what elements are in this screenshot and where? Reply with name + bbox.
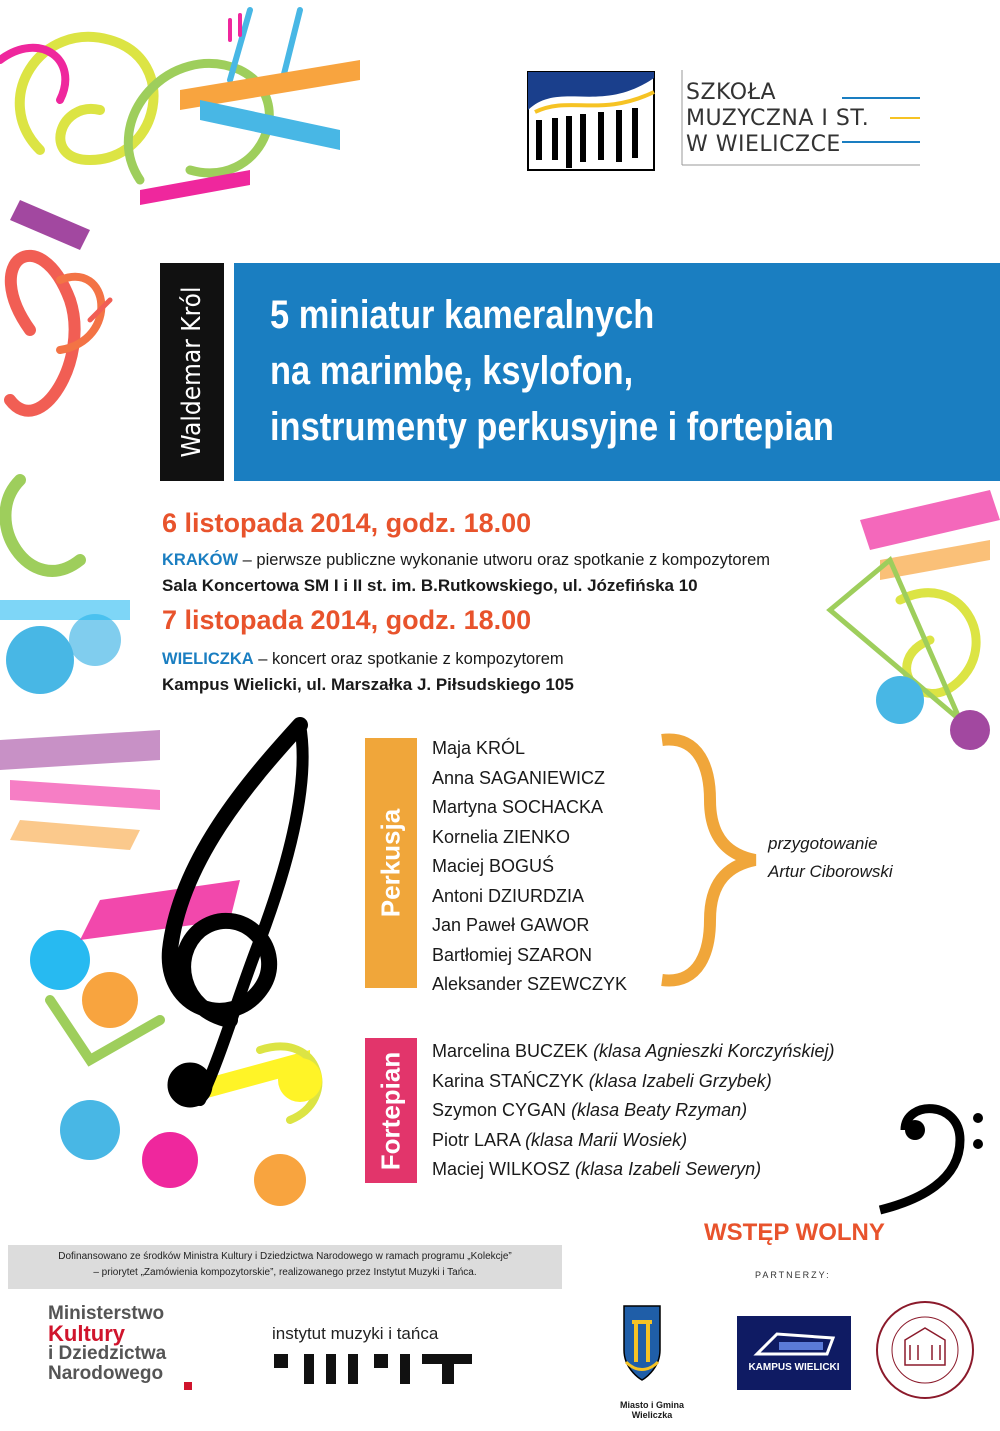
event2-date: 7 listopada 2014, godz. 18.00 bbox=[162, 605, 532, 635]
funding-note bbox=[8, 1245, 562, 1289]
title-line3: instrumenty perkusyjne i fortepian bbox=[270, 405, 834, 449]
event1-location bbox=[162, 551, 770, 570]
prepared-label: przygotowanie bbox=[768, 834, 878, 853]
list-item: Aleksander SZEWCZYK bbox=[432, 974, 628, 994]
prepared-by: Artur Ciborowski bbox=[768, 862, 893, 881]
list-item: Maciej BOGUŚ bbox=[432, 856, 555, 876]
ministry-dot-icon bbox=[184, 1382, 192, 1390]
list-item bbox=[432, 1126, 834, 1156]
wieliczka-caption bbox=[612, 1400, 692, 1420]
bass-clef-icon bbox=[880, 1109, 983, 1210]
performer-name: Piotr LARA bbox=[432, 1129, 521, 1150]
ministry-line1: Ministerstwo bbox=[48, 1303, 165, 1324]
list-item: Martyna SOCHACKA bbox=[432, 797, 604, 817]
list-item bbox=[432, 1155, 834, 1185]
free-entry: WSTĘP WOLNY bbox=[704, 1219, 885, 1246]
list-item: Maja KRÓL bbox=[432, 738, 526, 758]
treble-swirl-yellow bbox=[20, 37, 154, 160]
ministry-logo bbox=[48, 1304, 166, 1384]
fortepian-label: Fortepian bbox=[375, 1051, 406, 1170]
performer-class: (klasa Izabeli Grzybek) bbox=[588, 1070, 772, 1091]
wieliczka-line2: Wieliczka bbox=[631, 1410, 673, 1420]
performer-name: Karina STAŃCZYK bbox=[432, 1070, 584, 1091]
list-item: Kornelia ZIENKO bbox=[432, 826, 571, 847]
performer-name: Maciej WILKOSZ bbox=[432, 1159, 571, 1179]
wieliczka-line1: Miasto i Gmina bbox=[619, 1400, 684, 1410]
composer-bar bbox=[160, 263, 224, 481]
perkusja-label: Perkusja bbox=[375, 808, 406, 918]
school-logo-piano-icon bbox=[528, 72, 654, 170]
list-item: Antoni DZIURDZIA bbox=[432, 885, 585, 906]
title-box bbox=[234, 263, 1000, 481]
list-item bbox=[432, 1067, 834, 1097]
piano-performers bbox=[432, 1037, 834, 1185]
event2-description: – koncert oraz spotkanie z kompozytorem bbox=[253, 650, 564, 668]
school-seal-icon bbox=[877, 1302, 973, 1398]
event1-city: KRAKÓW bbox=[162, 551, 239, 569]
list-item: Bartłomiej SZARON bbox=[432, 944, 593, 965]
school-name-line3: W WIELICZCE bbox=[686, 132, 841, 157]
event2-location bbox=[162, 650, 564, 669]
school-name-line1: SZKOŁA bbox=[686, 80, 776, 105]
performer-class: (klasa Izabeli Seweryn) bbox=[575, 1159, 762, 1179]
event1-date: 6 listopada 2014, godz. 18.00 bbox=[162, 508, 532, 538]
imit-logo-icon bbox=[274, 1354, 472, 1384]
performer-name: Marcelina BUCZEK bbox=[432, 1041, 589, 1061]
wieliczka-coat-of-arms-icon bbox=[624, 1306, 660, 1380]
ministry-line3: i Dziedzictwa bbox=[48, 1343, 167, 1364]
funding-line1: Dofinansowano ze środków Ministra Kultury i Dziedzictwa Narodowego w ramach programu „Kolekcje” bbox=[58, 1251, 512, 1262]
performer-class: (klasa Marii Wosiek) bbox=[525, 1129, 688, 1150]
composer-name: Waldemar Król bbox=[177, 286, 207, 458]
fortepian-label-box bbox=[365, 1038, 417, 1183]
note-green bbox=[5, 480, 80, 571]
ministry-line4: Narodowego bbox=[48, 1363, 164, 1384]
list-item: Anna SAGANIEWICZ bbox=[432, 767, 606, 788]
school-name bbox=[686, 80, 926, 158]
kampus-wielicki-logo bbox=[737, 1316, 851, 1390]
partners-label: PARTNERZY: bbox=[755, 1270, 831, 1280]
list-item bbox=[432, 1096, 834, 1126]
preparation-note bbox=[768, 830, 893, 886]
kampus-label: KAMPUS WIELICKI bbox=[748, 1362, 840, 1373]
event2-venue: Kampus Wielicki, ul. Marszałka J. Piłsudskiego 105 bbox=[162, 675, 574, 694]
perkusja-label-box bbox=[365, 738, 417, 988]
performer-class: (klasa Agnieszki Korczyńskiej) bbox=[593, 1041, 835, 1061]
percussion-performers bbox=[432, 734, 627, 1000]
event1-description: – pierwsze publiczne wykonanie utworu oraz spotkanie z kompozytorem bbox=[238, 551, 771, 569]
title-line1: 5 miniatur kameralnych bbox=[270, 293, 655, 337]
event2-city: WIELICZKA bbox=[162, 650, 254, 668]
title-line2: na marimbę, ksylofon, bbox=[270, 349, 634, 393]
brace-icon bbox=[662, 740, 755, 981]
school-name-line2: MUZYCZNA I ST. bbox=[686, 106, 870, 131]
performer-class: (klasa Beaty Rzyman) bbox=[571, 1100, 748, 1120]
kampus-building-icon bbox=[737, 1316, 851, 1366]
ministry-line2: Kultury bbox=[48, 1321, 125, 1346]
list-item: Jan Paweł GAWOR bbox=[432, 915, 590, 935]
event1-venue: Sala Koncertowa SM I i II st. im. B.Rutkowskiego, ul. Józefińska 10 bbox=[162, 576, 698, 595]
funding-line2: – priorytet „Zamówienia kompozytorskie”, realizowanego przez Instytut Muzyki i Tańca. bbox=[93, 1267, 477, 1278]
performer-name: Szymon CYGAN bbox=[432, 1100, 567, 1120]
institute-name: instytut muzyki i tańca bbox=[272, 1324, 439, 1343]
list-item bbox=[432, 1037, 834, 1067]
